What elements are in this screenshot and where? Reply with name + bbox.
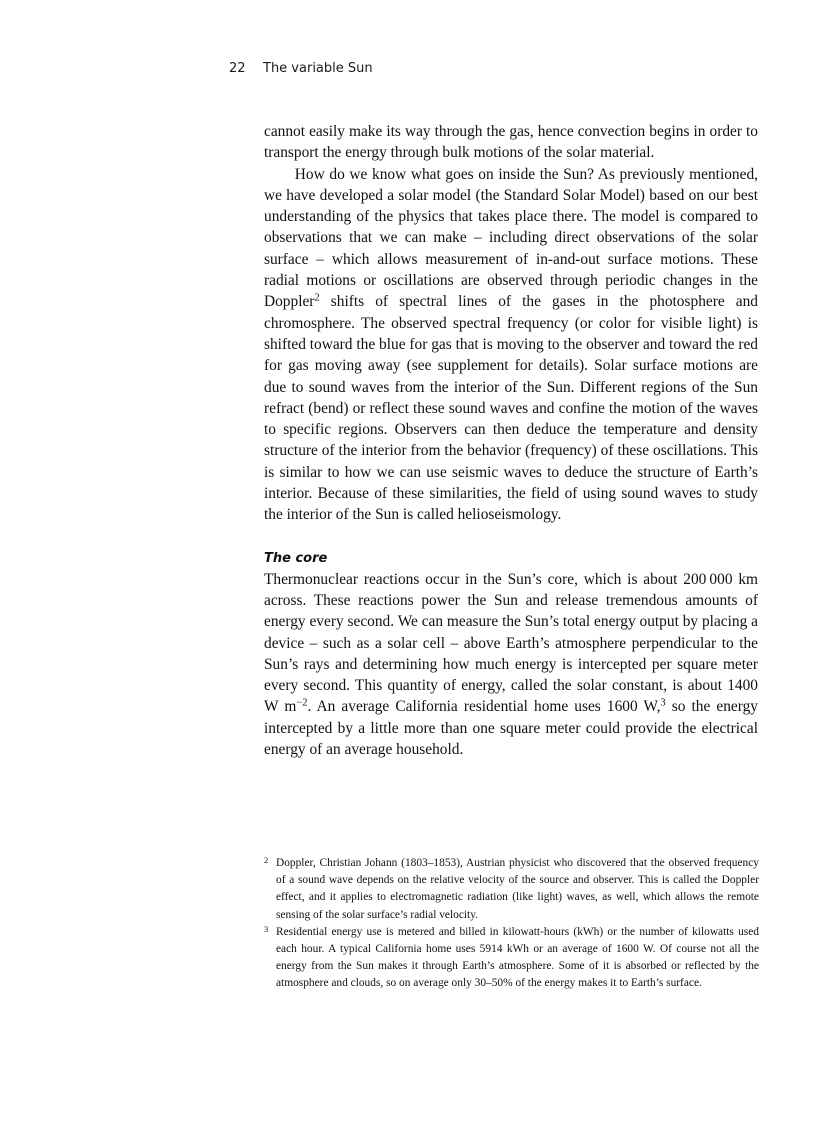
running-header xyxy=(229,61,373,76)
paragraph-helioseismology xyxy=(264,164,758,526)
footnote-ref-3[interactable]: 3 xyxy=(660,697,666,709)
page-number: 22 xyxy=(229,61,246,76)
paragraph-convection: cannot easily make its way through the gas, hence convection begins in order to transport the energy through bulk motions of the solar material. xyxy=(264,123,758,162)
paragraph-text: shifts of spectral lines of the gases in the photosphere and chromosphere. The observed spectral frequency (or color for visible light) is shifted toward the blue for gas that is moving to the observer and toward the red for gas moving away (see supplement for details). Solar surface motions are due to sound waves from the interior of the Sun. Different regions of the Sun refract (bend) or reflect these sound waves and confine the motion of the waves to specific regions. Observers can then deduce the temperature and density structure of the interior from the behavior (frequency) of these oscillations. This is similar to how we can use seismic waves to deduce the structure of Earth’s interior. Because of these similarities, the field of using sound waves to study the interior of the Sun is called helioseismology. xyxy=(264,293,758,524)
running-title: The variable Sun xyxy=(263,61,373,76)
paragraph-text: How do we know what goes on inside the Sun? As previously mentioned, we have developed a solar model (the Standard Solar Model) based on our best understanding of the physics that takes place there. The model is compared to observations that we can make – including direct observations of the solar surface – which allows measurement of in-and-out surface motions. These radial motions or oscillations are observed through periodic changes in the Doppler xyxy=(264,165,758,311)
paragraph-text: . An average California residential home uses 1600 W, xyxy=(307,698,661,716)
footnote-ref-2[interactable]: 2 xyxy=(314,292,320,304)
footnote-3 xyxy=(264,924,759,993)
body-text xyxy=(264,121,758,760)
footnote-text: Doppler, Christian Johann (1803–1853), Austrian physicist who discovered that the observed frequency of a sound wave depends on the relative velocity of the source and observer. This is called the Doppler effect, and it applies to electromagnetic radiation (like light) waves, as well, which allows the remote sensing of the solar surface’s radial velocity. xyxy=(276,857,759,921)
footnote-mark: 3 xyxy=(264,923,269,934)
footnotes xyxy=(264,855,759,993)
footnote-text: Residential energy use is metered and billed in kilowatt-hours (kWh) or the number of kilowatts used each hour. A typical California home uses 5914 kWh or an average of 1600 W. Of course not all the energy from the Sun makes it through Earth’s atmosphere. Some of it is absorbed or reflected by the atmosphere and clouds, so on average only 30–50% of the energy makes it to Earth’s surface. xyxy=(276,925,759,990)
paragraph-core xyxy=(264,569,758,761)
paragraph-text: Thermonuclear reactions occur in the Sun’s core, which is about 200 000 km across. These reactions power the Sun and release tremendous amounts of energy every second. We can measure the Sun’s total energy output by placing a device – such as a solar cell – above Earth’s atmosphere perpendicular to the Sun’s rays and determining how much energy is intercepted per square meter every second. This quantity of energy, called the solar constant, is about 1400 W m xyxy=(264,570,758,716)
footnote-mark: 2 xyxy=(264,855,269,865)
unit-exponent: −2 xyxy=(296,697,308,709)
paragraph-text: so the energy intercepted by a little more than one square meter could provide the electrical energy of an average household. xyxy=(264,698,758,759)
section-heading: The core xyxy=(264,550,328,566)
footnote-2 xyxy=(264,855,759,924)
